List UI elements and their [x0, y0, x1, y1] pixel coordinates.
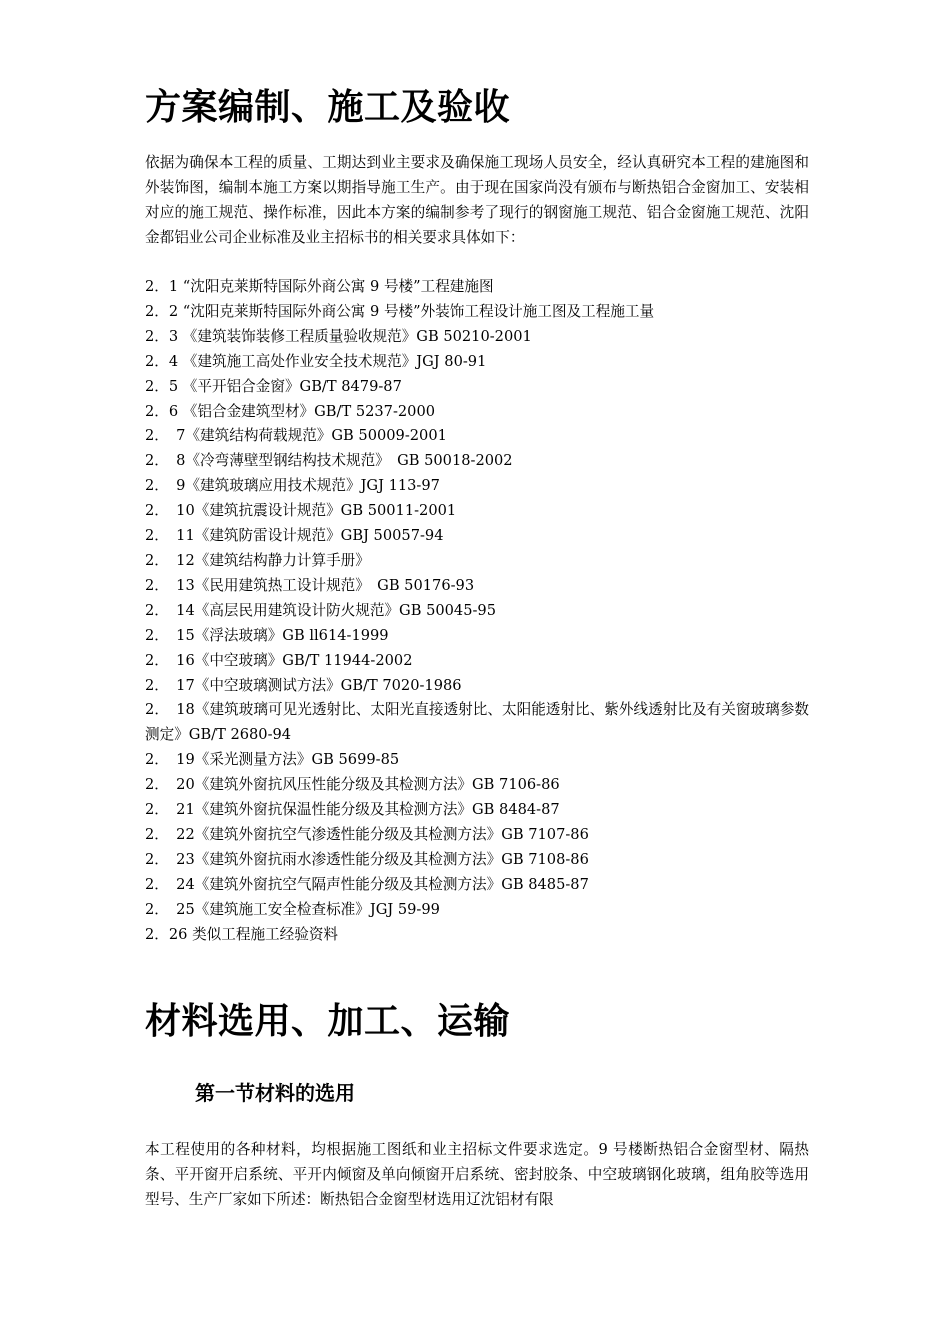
reference-item: 2． 23《建筑外窗抗雨水渗透性能分级及其检测方法》GB 7108-86	[145, 850, 589, 868]
reference-item: 2． 7《建筑结构荷载规范》GB 50009-2001	[145, 427, 447, 445]
reference-item: 2． 10《建筑抗震设计规范》GB 50011-2001	[145, 502, 457, 520]
reference-item: 2．3 《建筑装饰装修工程质量验收规范》GB 50210-2001	[145, 327, 532, 345]
reference-item: 2． 8《冷弯薄壁型钢结构技术规范》 GB 50018-2002	[145, 452, 513, 470]
reference-item: 2． 17《中空玻璃测试方法》GB/T 7020-1986	[145, 676, 462, 694]
reference-item: 2． 19《采光测量方法》GB 5699-85	[145, 751, 400, 769]
reference-item: 2． 15《浮法玻璃》GB ll614-1999	[145, 626, 389, 644]
reference-item: 2．2 “沈阳克莱斯特国际外商公寓 9 号楼”外装饰工程设计施工图及工程施工量	[145, 302, 655, 320]
reference-item: 2． 12《建筑结构静力计算手册》	[145, 551, 370, 569]
reference-item: 2． 9《建筑玻璃应用技术规范》JGJ 113-97	[145, 477, 440, 495]
section-title-materials: 材料选用、加工、运输	[145, 1001, 511, 1042]
reference-item: 2．1 “沈阳克莱斯特国际外商公寓 9 号楼”工程建施图	[145, 278, 494, 295]
reference-item: 2．6 《铝合金建筑型材》GB/T 5237-2000	[145, 402, 436, 420]
subsection-title-material-selection: 第一节材料的选用	[195, 1081, 355, 1105]
reference-item: 2．26 类似工程施工经验资料	[145, 925, 339, 943]
reference-item: 2． 11《建筑防雷设计规范》GBJ 50057-94	[145, 527, 444, 545]
reference-item: 2．5 《平开铝合金窗》GB/T 8479-87	[145, 377, 402, 395]
reference-item: 2． 25《建筑施工安全检查标准》JGJ 59-99	[145, 900, 440, 918]
materials-paragraph: 本工程使用的各种材料，均根据施工图纸和业主招标文件要求选定。9 号楼断热铝合金窗型材、隔热条、平开窗开启系统、平开内倾窗及单向倾窗开启系统、密封胶条、中空玻璃钢化玻璃，组角胶等选用型号、生产厂家如下所述：断热铝合金窗型材选用辽沈铝材有限	[145, 1141, 809, 1208]
section-title-scheme: 方案编制、施工及验收	[145, 87, 511, 128]
reference-item: 2． 22《建筑外窗抗空气渗透性能分级及其检测方法》GB 7107-86	[145, 825, 589, 843]
reference-item: 2． 24《建筑外窗抗空气隔声性能分级及其检测方法》GB 8485-87	[145, 875, 589, 893]
reference-item: 2．4 《建筑施工高处作业安全技术规范》JGJ 80-91	[145, 352, 487, 370]
reference-item: 2． 14《高层民用建筑设计防火规范》GB 50045-95	[145, 601, 497, 619]
reference-item: 2． 13《民用建筑热工设计规范》 GB 50176-93	[145, 576, 475, 594]
reference-list	[145, 275, 809, 947]
reference-item: 2． 21《建筑外窗抗保温性能分级及其检测方法》GB 8484-87	[145, 801, 560, 819]
intro-paragraph: 依据为确保本工程的质量、工期达到业主要求及确保施工现场人员安全，经认真研究本工程的建施图和外装饰图，编制本施工方案以期指导施工生产。由于现在国家尚没有颁布与断热铝合金窗加工、安装相对应的施工规范、操作标准，因此本方案的编制参考了现行的钢窗施工规范、铝合金窗施工规范、沈阳金都铝业公司企业标准及业主招标书的相关要求具体如下：	[145, 154, 809, 246]
reference-item: 2． 16《中空玻璃》GB/T 11944-2002	[145, 651, 413, 669]
reference-item: 2． 18《建筑玻璃可见光透射比、太阳光直接透射比、太阳能透射比、紫外线透射比及有关窗玻璃参数测定》GB/T 2680-94	[145, 701, 809, 744]
reference-item: 2． 20《建筑外窗抗风压性能分级及其检测方法》GB 7106-86	[145, 776, 560, 794]
